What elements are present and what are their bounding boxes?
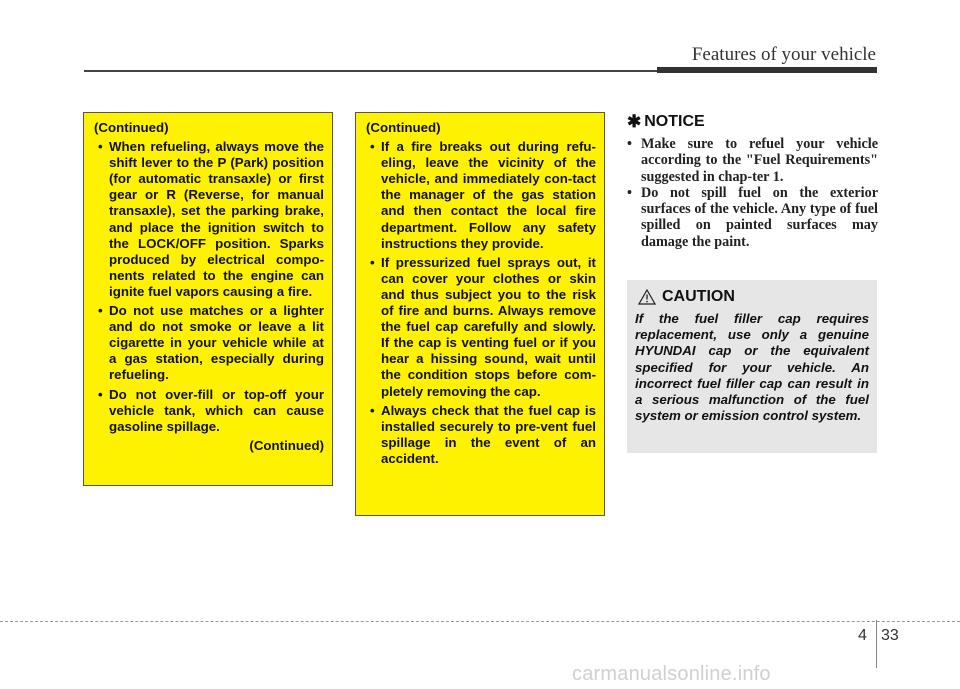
list-item: • Make sure to refuel your vehicle according to the "Fuel Requirements" suggested in chap-ter 1. xyxy=(627,136,878,185)
section-number: 4 xyxy=(858,627,867,644)
list-item: • Do not over-fill or top-off your vehicle tank, which can cause gasoline spillage. xyxy=(94,387,324,435)
list-item: • If pressurized fuel sprays out, it can cover your clothes or skin and thus subject you to the risk of fire and burns. Always remove the fuel cap carefully and slowly. If the cap is venting fuel or if you hear a hissing sound, wait until the condition stops before com-pletely removing the cap. xyxy=(366,255,596,400)
footer-rule xyxy=(0,621,960,622)
caution-title: CAUTION xyxy=(662,288,735,305)
caution-text: If the fuel filler cap requires replacement, use only a genuine HYUNDAI cap or the equivalent specified for your vehicle. An incorrect fuel filler cap can result in a serious malfunction of the fuel system or emission control system. xyxy=(635,311,869,424)
continued-label: (Continued) xyxy=(366,120,441,135)
asterisk-icon: ✱ xyxy=(627,112,642,131)
warning-list xyxy=(366,139,596,467)
list-item: • Do not spill fuel on the exterior surfaces of the vehicle. Any type of fuel spilled on painted surfaces may damage the paint. xyxy=(627,185,878,250)
header-rule-accent xyxy=(657,67,877,73)
watermark: carmanualsonline.info xyxy=(572,663,771,685)
warning-box-left xyxy=(83,112,333,486)
caution-box xyxy=(627,280,877,453)
warning-triangle-icon xyxy=(638,289,656,305)
notice-title: NOTICE xyxy=(644,113,705,130)
continued-label: (Continued) xyxy=(94,120,169,135)
notice-section xyxy=(627,112,878,250)
page-number: 33 xyxy=(881,627,899,644)
list-item: • When refueling, always move the shift lever to the P (Park) position (for automatic transaxle) or first gear or R (Reverse, for manual transaxle), set the parking brake, and place the ignition switch to the LOCK/OFF position. Sparks produced by electrical compo-nents related to the engine can ignite fuel vapors causing a fire. xyxy=(94,139,324,300)
list-item: • If a fire breaks out during refu-eling, leave the vicinity of the vehicle, and immediately con-tact the manager of the gas station and then contact the local fire department. Follow any safety instructions they provide. xyxy=(366,139,596,252)
list-item: • Always check that the fuel cap is installed securely to pre-vent fuel spillage in the event of an accident. xyxy=(366,403,596,467)
continued-label: (Continued) xyxy=(249,437,324,453)
list-item: • Do not use matches or a lighter and do not smoke or leave a lit cigarette in your vehicle while at a gas station, especially during refueling. xyxy=(94,303,324,383)
caution-heading xyxy=(638,288,869,306)
warning-list xyxy=(94,139,324,435)
page-number-divider xyxy=(876,620,877,668)
notice-heading xyxy=(627,112,878,132)
notice-list xyxy=(627,136,878,250)
page-header-title: Features of your vehicle xyxy=(691,44,876,65)
warning-box-middle xyxy=(355,112,605,516)
